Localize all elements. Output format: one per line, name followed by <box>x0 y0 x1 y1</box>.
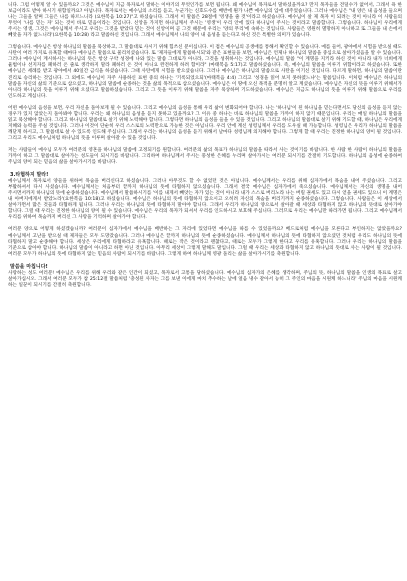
body-paragraph: 어떤 예수님의 음성을 보면, 우리 자신을 돌아보게 될 수 있습니다. 그리고 예수님의 음성을 통해 우리 삶이 변화되어야 합니다. 나는 '하나님'이 된 하나님을 믿는다면서도 당신의 음성을 듣지 않는 경우가 있지 않았는지 돌아봐야 합니다. 우리는 왜 하나님의 음성을 듣지 못하고 있을까요? 그 이유 중 하나는 바로 하나님의 말씀을 가까이 하지 않기 때문입니다. 우리는 매일 하나님의 말씀을 읽고 묵상해야 합니다. 그리고 하나님의 말씀대로 살기 위해 노력해야 합니다. 그렇다면 하나님의 음성을 들을 수 있을 것입니다. 그리고 하나님의 말씀대로 살기 위해 기도할 때, 하나님은 우리에게 지혜와 능력을 주실 것입니다. 그러나 이것이 단순히 우리 스스로의 노력만으로 가능한 것은 아닙니다. 우리 안에 계신 성령님께서 우리를 도우실 때 가능합니다. 성령님은 우리가 하나님의 말씀을 깨닫게 하시고, 그 말씀대로 살 수 있도록 인도해 주십니다. 그래서 우리는 하나님의 음성을 듣기 위해서 날마다 성령님께 의지해야 합니다. 그렇게 할 때 우리는 진정한 하나님의 양이 될 것입니다. 그리고 우리도 예수님처럼 하나님의 뜻을 이루며 살아갈 수 있을 것입니다. <box>8 105 402 141</box>
body-paragraph: 저는 사람들이 예수님 모두가 여러분의 영혼을 하나님의 말씀에 고정되기를 원합니다. 여러분의 삶의 목표가 하나님의 말씀을 따라서 사는 것이기를 바랍니다. 한 사람 한 사람이 하나님의 말씀을 가까이 하고 그 말씀대로 살아가는 성도들이 되시기를 바랍니다. 그리하여 하나님께서 주시는 풍성한 은혜를 누리며 살아가시는 여러분 되시기를 간절히 기도합니다. 하나님의 음성에 순종하여 주님의 양이 되는 믿음의 삶을 살아가시기를 바랍니다. <box>8 147 402 166</box>
body-paragraph: 예수님께서 목자로서 양들을 위하여 목숨을 버리신다고 하셨습니다. 그러나 아무것도 할 수 없었던 것은 아닙니다. 예수님께서는 우리를 위해 십자가에서 목숨을 내어 주셨습니다. 그리고 부활하셔서 다시 사셨습니다. 예수님께서는 처음부터 끝까지 하나님의 뜻에 타협하지 않으셨습니다. 그래서 결국 예수님은 십자가에서 죽으셨습니다. 예수님께서는 자신의 생명을 내어 주시면서까지 하나님의 뜻에 순종하셨습니다. 예수님께서 말씀하시기를 '이를 내게서 빼앗는 자가 있는 것이 아니라 내가 스스로 버리노라 나는 버릴 권세도 있고 다시 얻을 권세도 있으니 이 계명은 내 아버지에게서 받았노라'(요한복음 10:18)고 하셨습니다. 예수님은 하나님의 뜻에 타협하지 않으시고 오히려 자신의 목숨을 버리기까지 순종하셨습니다. 그렇습니다. 사람들은 이 세상에서 살아가면서 많은 것들과 타협하게 됩니다. 그러나 우리는 하나님의 뜻에 타협하지 말아야 합니다. 그래서 우리가 하나님의 양으로서 살아갈 때 세상과 타협하지 않고 하나님의 뜻대로 살아가야 합니다. 그럴 때 우리는 진정한 하나님의 양이 될 수 있습니다. 예수님은 우리의 목자가 되셔서 우리를 인도하시고 보호해 주십니다. 그러므로 우리는 예수님만 따라가면 됩니다. 그리고 예수님께서 우리를 위하여 목숨까지 버리신 그 사랑을 기억하며 살아가야 합니다. <box>8 179 402 221</box>
section-heading: 말씀을 마칩니다! <box>10 263 48 270</box>
body-paragraph: 여러분 양으로 어떻게 하셨겠습니까? 여러분이 십자가에서 예수님을 배반하는 그 자리에 있었다면 예수님을 따를 수 있었을까요? 베드로처럼 예수님을 모른다고 부인하지는 않았을까요? 예수님께서 고난을 받으실 때 제자들은 모두 도망갔습니다. 그러나 예수님은 끝까지 하나님의 뜻에 순종하셨습니다. 예수님께서 하나님의 뜻에 타협하지 않으셨던 것처럼 우리도 하나님의 뜻에 타협하지 말고 순종해야 합니다. 세상은 우리에게 타협하라고 유혹합니다. 때로는 작은 것이라고 괜찮다고, 때로는 모두가 그렇게 한다고 우리를 유혹합니다. 그러나 우리는 하나님의 말씀을 기준으로 삼아야 합니다. 하나님의 말씀이 아니라고 하면 아닌 것입니다. 아무리 세상이 그렇게 말해도 말입니다. 그럴 때 우리는 세상과 타협하지 않고 하나님의 뜻대로 사는 사람이 될 것입니다. 여러분 모두가 하나님의 뜻에 타협하지 않는 믿음의 사람이 되시기를 바랍니다. 그렇게 하여 하나님께 영광 돌리는 삶을 살아가시기를 축원합니다. <box>8 227 402 257</box>
section-heading: 3.타협하지 말라! <box>10 172 49 179</box>
body-paragraph: 그렇습니다. 예수님은 항상 하나님의 말씀을 묵상하고, 그 말씀대로 사시기 위해 힘쓰신 분이십니다. 이 점은 예수님의 공생애를 통해서 확인할 수 있습니다. 예를 들어, 광야에서 시험을 받으실 때도 사탄이 여러 가지로 유혹할 때마다 예수님은 말씀으로 물리치셨습니다. 또 '제자들에게 말씀하시되'와 같은 표현들을 보면, 예수님은 언제나 하나님의 말씀을 중심으로 살아가셨음을 알 수 있습니다. 그러나 예수님이 계시하시는 하나님의 뜻은 항상 구약 성경에 나와 있는 말씀 그대로가 아니라, 그것을 성취하시는 것입니다. 예수님의 말씀 "이 계명을 지키라 하신 것이 아니라 내가 너희에게 율법이나 선지자를 폐하러 온 줄로 생각하지 말라 폐하러 온 것이 아니요 완전하게 하려 함이라" (마태복음 5:17)고 말씀하셨습니다. 즉, 예수님의 말씀을 이루기 위함이라고 하셨습니다. 또한 예수님은 세례를 받고 광야에서 40일간 금식을 하셨습니다. 그때 사탄에게 시험을 받으셨습니다. 그러나 예수님은 하나님의 말씀으로 사탄을 이기신 것입니다. 다르게 말하면, 하나님의 말씀이란 진리로 승리하는 것입니다. 그 외에도 예수님이 자주 사용하신 표현 중의 하나는 '기록되었으되'(마태복음 4:4) 그리고 '성경을 읽어 보지 못하였느냐'는 말씀입니다. 이처럼 예수님은 하나님의 말씀을 자신의 삶의 기준으로 삼으셨고, 하나님의 말씀에 순종하는 것을 삶의 목적으로 삼으셨습니다. 예수님은 이 땅에 오신 목적을 분명히 알고 계셨습니다. 예수님은 자신의 뜻을 이루기 위해서가 아니라 하나님의 뜻을 이루기 위해 오셨다고 말씀하셨습니다. 그리고 그 뜻을 이루기 위해 말씀을 자주 묵상하며 기도하셨습니다. 예수님은 지금도 하나님의 뜻을 이루기 위해 말씀으로 우리를 인도하고 계십니다. <box>8 45 402 99</box>
sermon-page <box>8 3 402 289</box>
body-paragraph: 니다. 그럼 어떻게 알 수 있을까요? 그것은 예수님이 지금 목자로서 말하는 이야기의 무엇인가를 보면 됩니다. 왜 예수님이 목자로서 말하셨을까요? 만지 목자들을 견딜수가 없어서, 그래서 욕 한 보금이라도 받아 하시기 위함일까요? 아닙니다. 목자로서는 예수님의 소리를 듣고, 누군가는 신호도수를 배반에 뭔가 나쁜 예수님의 입에 대주었습니다. 그러나 예수님은 "내 양은 내 음성을 들으며 나는 그들을 알며 그들은 나를 따르느니라 (요한복음 10:27)"고 하셨습니다. 그래서 이 말씀은 28절에 '영생을 줄 것'이라고 하셨습니다. 예수님이 살 제 목자 이 되려는 것이 아니라 이 사람들의 무엇이 '나를 믿는 자' 되는 것이 바로 믿음이라는 것입니다. 신앙을 가지면 하나님께서 주시는 '영생'이 우리 안에 있다 하나님이 주시는 것이라고 말씀합니다. 그렇습니다. 하나님이 우리에게 주시는 영생, 그것은 예수님께서 주시고 우리는 그것을 받았다 믿는 것이 신앙이며 곧 그것 때문에 우리는 '양의 무리'에 속하는 것입니다. 사람들은 영원히 멸망하지 아니하고 또 그들을 내 손에서 빼앗을 자가 없느니라'(요한복음 10:28) 라고 말씀하신 것입니다. 그래서 예수님께서 나의 양이 내 음성을 듣는다고 하신 것은 특별한 의미가 있습니다. <box>8 3 402 39</box>
body-paragraph: 사랑하는 성도 여러분! 예수님은 우리를 위해 우리와 같은 인간이 되셨고, 목자로서 고통을 당하셨습니다. 예수님의 십자가의 은혜를 생각하며, 주님의 뜻, 하나님의 말씀을 인생의 목표로 살고 살아가십시오. 그래서 여러분 모두가 참 25:12절 말씀처럼 '충성된 사자는 그를 보낸 이에게 마치 추수하는 날에 얼음 냉수 같아서 능히 그 주인의 마음을 시원케 하느니라' 주님의 마음을 시원케 하는 일꾼이 되시기를 간절히 축원합니다. <box>8 270 402 288</box>
